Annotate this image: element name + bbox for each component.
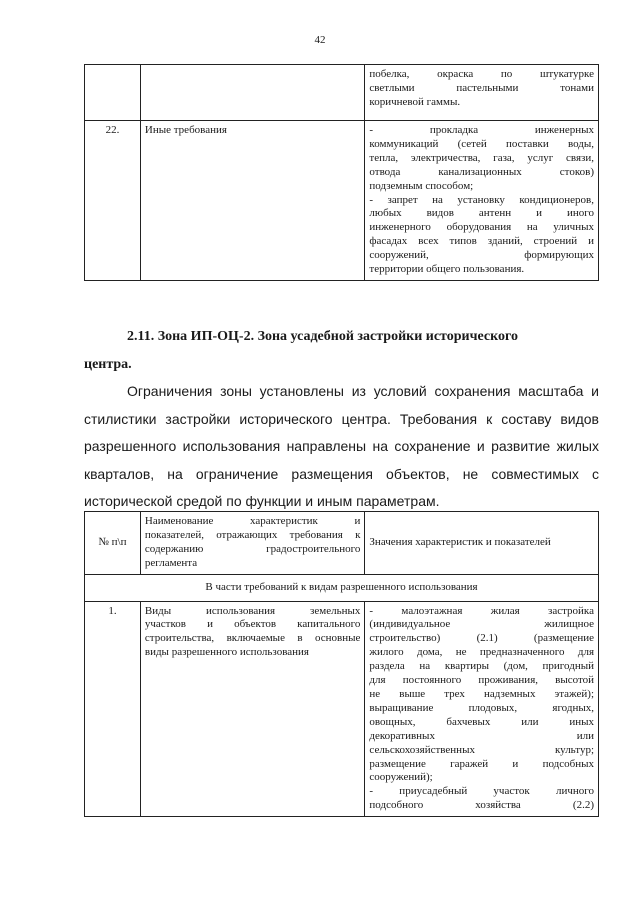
row-value-cell xyxy=(365,601,599,817)
header-name xyxy=(140,512,365,575)
value-line: подземным способом; xyxy=(369,179,474,192)
value-line: инженерного оборудования на уличных xyxy=(369,221,594,234)
value-line: (индивидуальное жилищное xyxy=(369,618,594,631)
row-name-cell: Иные требования xyxy=(140,121,365,281)
page-number: 42 xyxy=(314,34,326,46)
zone-requirements-table xyxy=(84,511,599,817)
table-header-row xyxy=(85,512,599,575)
value-line: фасадах всех типов зданий, строений и xyxy=(369,235,594,248)
name-line: участков и объектов капитального xyxy=(144,618,361,631)
section-title-line: центра. xyxy=(84,357,132,372)
requirements-table-continued xyxy=(84,64,599,281)
value-line: сооружений, формирующих xyxy=(369,249,594,262)
section-heading xyxy=(84,323,599,379)
header-name-line: Наименование характеристик и xyxy=(144,515,361,527)
header-name-line: регламента xyxy=(144,556,198,569)
value-line: коммуникаций (сетей поставки воды, xyxy=(369,137,594,150)
value-line: - приусадебный участок личного xyxy=(369,785,594,798)
value-line: овощных, бахчевых или иных xyxy=(369,715,594,728)
value-line: - малоэтажная жилая застройка xyxy=(369,604,594,617)
subheader-cell: В части требований к видам разрешенного использования xyxy=(85,574,599,601)
value-line: - прокладка инженерных xyxy=(369,124,594,136)
row-value-cell xyxy=(365,65,599,121)
header-name-line: содержанию градостроительного xyxy=(144,542,361,555)
header-number: № п\п xyxy=(85,512,141,575)
header-name-line: показателей, отражающих требования к xyxy=(144,528,361,541)
value-line: жилого дома, не предназначенного для xyxy=(369,646,594,659)
row-number-cell: 22. xyxy=(85,121,141,281)
section-paragraph: Ограничения зоны установлены из условий сохранения масштаба и стилистики застройки исторического центра. Требования к составу видов разрешенного использования направлены на сохранение и развитие жилых кварталов, на ограничение размещения объектов, не совместимых с исторической средой по функции и иным параметрам. xyxy=(84,383,599,509)
row-name-cell xyxy=(140,65,365,121)
value-line: декоративных или xyxy=(369,729,594,742)
table-subheader-row xyxy=(85,574,599,601)
table-row xyxy=(85,65,599,121)
value-line: светлыми пастельными тонами xyxy=(369,81,594,94)
table-row xyxy=(85,121,599,281)
row-number-cell xyxy=(85,65,141,121)
value-line: сельскохозяйственных культур; xyxy=(369,743,594,756)
section-title-line: 2.11. Зона ИП-ОЦ-2. Зона усадебной застройки исторического xyxy=(127,329,518,344)
value-line: раздела на квартиры (дом, пригодный xyxy=(369,660,594,673)
value-line: строительство) (2.1) (размещение xyxy=(369,632,594,645)
value-line: любых видов антенн и иного xyxy=(369,207,594,220)
value-line: территории общего пользования. xyxy=(369,263,525,276)
header-value: Значения характеристик и показателей xyxy=(365,512,599,575)
table-row xyxy=(85,601,599,817)
value-line: отвода канализационных стоков) xyxy=(369,165,594,178)
row-name-cell xyxy=(140,601,365,817)
value-line: выращивание плодовых, ягодных, xyxy=(369,701,594,714)
name-line: виды разрешенного использования xyxy=(144,646,309,659)
value-line: размещение гаражей и подсобных xyxy=(369,757,594,770)
name-line: Виды использования земельных xyxy=(144,604,361,617)
row-number-cell: 1. xyxy=(85,601,141,817)
value-line: - запрет на установку кондиционеров, xyxy=(369,193,594,206)
name-line: строительства, включаемые в основные xyxy=(144,632,361,645)
value-line: для постоянного проживания, высотой xyxy=(369,674,594,687)
value-line: побелка, окраска по штукатурке xyxy=(369,68,594,80)
row-value-cell xyxy=(365,121,599,281)
value-line: подсобного хозяйства (2.2) xyxy=(369,799,594,812)
value-line: коричневой гаммы. xyxy=(369,95,461,108)
value-line: сооружений); xyxy=(369,771,433,784)
value-line: тепла, электричества, газа, услуг связи, xyxy=(369,151,594,164)
value-line: не выше трех надземных этажей); xyxy=(369,687,594,700)
